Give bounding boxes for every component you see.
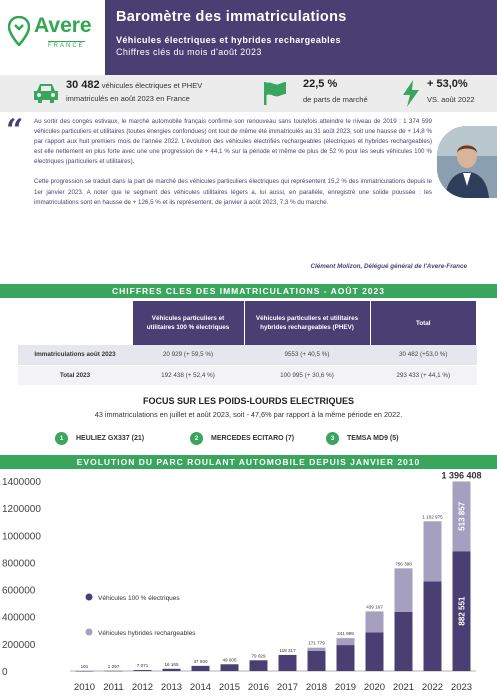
data-label-total: 439 167 [366,604,383,610]
x-tick-label: 2016 [247,682,270,693]
legend-marker-bev [86,594,93,601]
model-name: MERCEDES ECITARO (7) [211,434,295,442]
x-tick-label: 2013 [160,682,183,693]
fleet-chart [0,469,497,700]
quote-paragraph-1: Au sortir des congés estivaux, le marché automobile français confirme son renouveau sans toutefois atteindre le niveau de 2019 : 1 374 599 véhicules particuliers et utilitaires (toutes énergies confondues) ont tout de même été immatriculés au 31 août 2023, soit une hausse de + 14,8 % par rapport aux huit premiers mois de l'année 2022. L'évolution des véhicules électrifiés rechargeables (électriques et hybrides rechargeables) est elle nettement en plus forte avec une une progression de + 44,1 % sur la période et même de plus de 52 % pour les seuls véhicules 100 % électriques (particuliers et utilitaires). [34,118,432,166]
quote-icon: “ [6,113,24,148]
table-header-blank [18,301,132,345]
kpi-band [0,75,497,112]
kpi-total-label-1: véhicules électriques et PHEV [99,81,203,90]
y-tick-label: 200000 [2,639,36,651]
kpi-total [66,79,202,105]
bar-bev [337,645,355,671]
bar-bev [250,660,268,671]
bar-bev [279,655,297,671]
quote-signature: Clément Molizon, Délégué général de l'Avere-France [310,263,467,270]
data-label-phev-2023: 513 857 [457,501,467,531]
data-label-total: 241 998 [337,631,354,637]
bar-bev [192,666,210,671]
model-name: TEMSA MD9 (5) [347,434,399,442]
bar-bev [163,669,181,671]
brand-logo [0,0,105,75]
legend-label-phev: Véhicules hybrides rechargeables [98,630,196,637]
model-name: HEULIEZ GX337 (21) [76,434,145,442]
kpi-total-label-2: immatriculés en août 2023 en France [66,94,190,103]
table-cell: 192 438 (+ 52,4 %) [132,365,244,385]
x-tick-label: 2019 [334,682,357,693]
y-tick-label: 1200000 [2,504,41,516]
data-label-total: 1 396 408 [441,470,482,481]
model-item [326,431,398,445]
rank-badge: 2 [190,432,203,445]
rank-badge: 3 [326,432,339,445]
data-label-total: 79 029 [251,653,266,659]
quote-text [34,117,432,218]
bar-phev [395,568,413,612]
legend-label-bev: Véhicules 100 % électriques [98,595,180,602]
x-tick-label: 2022 [421,682,444,693]
header [0,0,497,75]
data-label-bev-2023: 882 551 [457,596,467,626]
bar-phev [308,648,326,651]
x-tick-label: 2018 [305,682,328,693]
table-row-label: Total 2023 [18,365,132,385]
x-tick-label: 2011 [103,682,124,693]
table-cell: 100 995 (+ 30,6 %) [244,365,370,385]
bar-bev [76,671,94,672]
data-label-total: 1 297 [107,663,120,669]
data-label-total: 37 930 [193,658,208,664]
x-tick-label: 2014 [189,682,212,693]
quote-paragraph-2: Cette progression se traduit dans la part de marché des véhicules particuliers électriques qui représentent 15,2 % des immatriculations depuis le 1er janvier 2023. A noter que le segment des véhicules utilitaires légers a, lui aussi, en parallèle, enregistré une solide poussée : les immatriculations sont en hausse de + 126,5 % et ils représentent, de janvier à août 2023, 7,3 % du marché. [34,178,432,206]
data-label-total: 756 398 [395,561,412,567]
y-tick-label: 0 [2,667,8,678]
car-icon [32,82,60,104]
spokesperson-portrait [437,126,497,198]
flag-icon [262,80,288,106]
brand-name: Avere [34,14,92,37]
page-period: Chiffres clés du mois d'août 2023 [116,47,262,57]
bar-bev [424,581,442,671]
y-tick-label: 1400000 [2,477,41,488]
title-banner [105,0,497,75]
bar-bev [105,671,123,672]
bar-bev [395,612,413,671]
page-title: Baromètre des immatriculations [116,9,347,25]
data-label-total: 49 605 [222,657,237,663]
table-row-label: Immatriculations août 2023 [18,345,132,365]
chart-band: EVOLUTION DU PARC ROULANT AUTOMOBILE DEPUIS JANVIER 2010 [0,455,497,469]
rank-badge: 1 [55,432,68,445]
table-row [18,345,477,365]
kpi-share-label: de parts de marché [303,95,368,104]
heavy-trucks-title: FOCUS SUR LES POIDS-LOURDS ELECTRIQUES [142,396,355,406]
data-label-total: 101 [80,663,89,669]
data-label-total: 171 779 [308,640,325,646]
bar-phev [337,638,355,645]
table-cell: 30 482 (+53,0 %) [370,345,477,365]
x-tick-label: 2020 [363,682,386,693]
table-header-bev: Véhicules particuliers et utilitaires 100 % électriques [132,301,244,345]
key-figures-band: CHIFFRES CLES DES IMMATRICULATIONS - AOÛT 2023 [0,284,497,298]
bar-phev [366,611,384,632]
model-item [55,431,144,445]
y-tick-label: 800000 [2,558,36,570]
x-tick-label: 2021 [392,682,415,693]
kpi-growth-label: VS. août 2022 [427,95,475,104]
data-label-total: 118 317 [279,647,296,653]
bolt-icon [402,80,420,107]
model-item [190,431,294,445]
bar-bev [221,664,239,671]
kpi-total-value: 30 482 [66,79,100,91]
table-cell: 9553 (+ 40,5 %) [244,345,370,365]
table-row [18,365,477,385]
y-tick-label: 600000 [2,585,36,597]
bar-phev [424,521,442,581]
data-label-total: 16 165 [164,661,179,667]
table-cell: 20 929 (+ 59,5 %) [132,345,244,365]
kpi-share-value: 22,5 % [303,78,338,90]
x-tick-label: 2023 [450,682,473,693]
x-tick-label: 2010 [73,682,96,693]
page-subtitle: Véhicules électriques et hybrides rechargeables [116,35,341,45]
x-tick-label: 2017 [276,682,299,693]
plug-pin-icon [8,16,30,46]
key-figures-table [18,301,477,386]
kpi-growth-value: + 53,0% [427,78,468,90]
heavy-trucks-subtitle: 43 immatriculations en juillet et août 2023, soit - 47,6% par rapport à la même période en 2022. [94,410,403,419]
table-header-phev: Véhicules particuliers et utilitaires hybrides rechargeables (PHEV) [244,301,370,345]
data-label-total: 1 102 975 [422,514,443,520]
x-tick-label: 2012 [131,682,154,693]
x-tick-label: 2015 [218,682,241,693]
bar-bev [308,651,326,671]
y-tick-label: 1000000 [2,531,41,543]
bar-bev [366,632,384,671]
table-header-total: Total [370,301,477,345]
data-label-total: 7 071 [136,663,149,669]
y-tick-label: 400000 [2,612,36,624]
bar-bev [134,670,152,671]
table-cell: 293 433 (+ 44,1 %) [370,365,477,385]
brand-country: FRANCE [48,43,85,49]
legend-marker-phev [86,629,93,636]
